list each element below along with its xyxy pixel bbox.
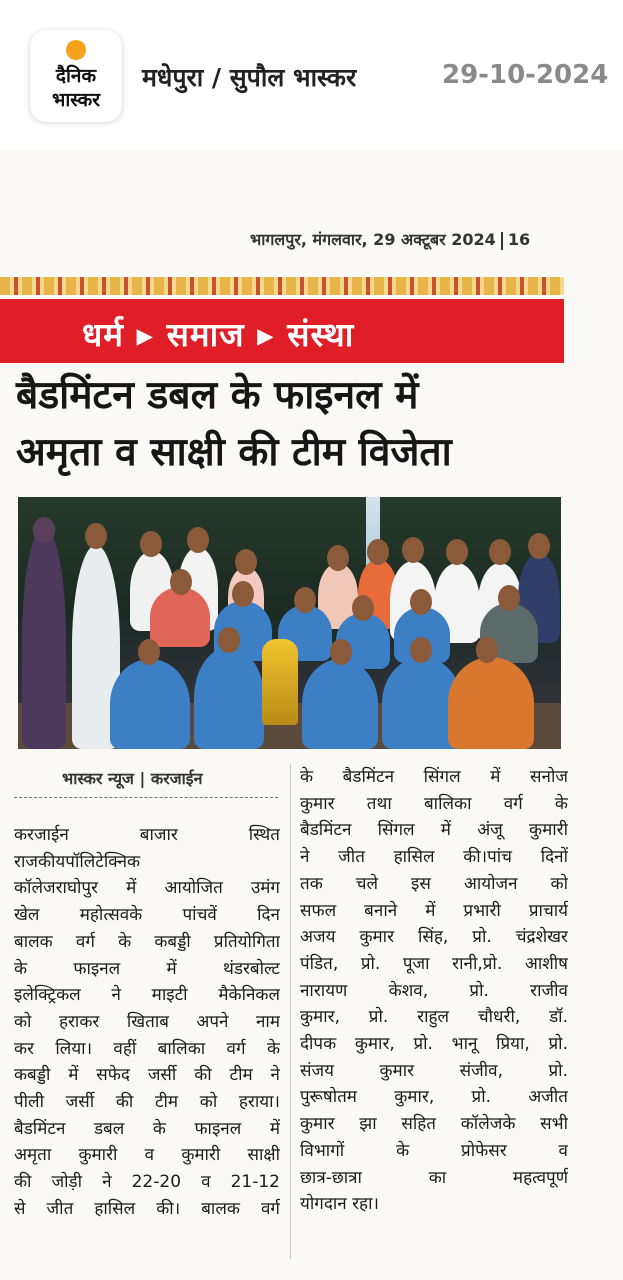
body-line: सफल बनाने में प्रभारी प्राचार्य [300,900,568,921]
body-line: से जीत हासिल की। बालक वर्ग [14,1198,280,1219]
column-divider [290,764,291,1259]
dainik-bhaskar-logo[interactable] [30,30,122,122]
person-head [294,587,316,613]
person-standing [22,527,66,749]
body-line: पीली जर्सी की टीम को हराया। [14,1092,280,1113]
body-line: नारायण केशव, प्रो. राजीव [300,980,568,1001]
body-line: कुमार, प्रो. राहुल चौधरी, डॉ. [300,1007,568,1028]
body-line: करजाईन बाजार स्थित [14,825,280,845]
body-line: कर लिया। वहीं बालिका वर्ग के [14,1038,280,1059]
headline-line-1: बैडमिंटन डबल के फाइनल में [16,373,419,418]
person-head [352,595,374,621]
body-line: इलेक्ट्रिकल ने माइटी मैकेनिकल [14,985,280,1006]
body-line: दीपक कुमार, प्रो. भानू प्रिया, प्रो. [300,1034,568,1055]
page-dateline [250,228,530,250]
person-head [170,569,192,595]
body-line: कुमार झा सहित कॉलेजके सभी [300,1114,568,1135]
player-front [110,659,190,749]
person-head [528,533,550,559]
body-line: छात्र-छात्रा का महत्वपूर्ण [300,1167,568,1188]
person-head [218,627,240,653]
person-head [402,537,424,563]
article-column-left [14,822,280,1223]
player-front [448,657,534,749]
body-line: कुमार तथा बालिका वर्ग के [300,793,568,814]
sun-icon [66,40,86,60]
person-head [327,545,349,571]
dateline-text: भागलपुर, मंगलवार, 29 अक्टूबर 2024 [250,230,496,249]
app-header [0,0,623,150]
article-column-right [300,764,568,1218]
person-head [187,527,209,553]
body-line: पंडित, प्रो. पूजा रानी,प्रो. आशीष [300,953,568,974]
section-kicker: धर्म ▸ समाज ▸ संस्था [82,315,355,354]
player-front [302,659,378,749]
body-line: ने जीत हासिल की।पांच दिनों [300,847,568,868]
body-line: राजकीयपॉलिटेक्निक [14,851,141,872]
person-head [498,585,520,611]
person-head [235,549,257,575]
body-line: की जोड़ी ने 22-20 व 21-12 [14,1172,280,1193]
trophy-icon [262,639,298,725]
body-line: बैडमिंटन सिंगल में अंजू कुमारी [300,820,568,841]
player-front [194,647,264,749]
person-head [446,539,468,565]
dateline-divider [501,232,503,250]
body-line: पुरूषोतम कुमार, प्रो. अजीत [300,1087,568,1108]
section-banner [0,299,564,363]
body-line: बैडमिंटन डबल के फाइनल में [14,1118,280,1139]
person-head [232,581,254,607]
body-line: कबड्डी में सफेद जर्सी की टीम ने [14,1065,280,1086]
body-line: खेल महोत्सवके पांचवें दिन [14,905,280,926]
body-line: बालक वर्ग के कबड्डी प्रतियोगिता [14,931,280,952]
body-line: के बैडमिंटन सिंगल में सनोज [300,767,568,787]
person-head [410,589,432,615]
team-photo [18,497,561,749]
person-head [33,517,55,543]
person-head [138,639,160,665]
person-head [330,639,352,665]
body-line: के फाइनल में थंडरबोल्ट [14,958,280,979]
body-line: तक चले इस आयोजन को [300,873,568,894]
player-middle [150,587,210,647]
page-number: 16 [507,230,531,249]
person-head [489,539,511,565]
decorative-stripe [0,277,564,295]
body-line: संजय कुमार संजीव, प्रो. [300,1060,568,1081]
headline-line-2: अमृता व साक्षी की टीम विजेता [16,430,452,475]
section-band [0,277,564,363]
edition-date: 29-10-2024 [442,60,609,90]
body-line: कॉलेजराघोपुर में आयोजित उमंग [14,878,280,899]
newspaper-clipping [0,150,623,1280]
logo-text-line2: भास्कर [51,89,101,111]
article-byline: भास्कर न्यूज | करजाईन [62,769,203,788]
body-line: विभागों के प्रोफेसर व [300,1140,568,1161]
body-line: को हराकर खिताब अपने नाम [14,1011,280,1032]
logo-text-line1: दैनिक [55,65,97,87]
byline-divider [14,797,278,798]
person-head [367,539,389,565]
body-line: योगदान रहा। [300,1194,379,1215]
person-head [140,531,162,557]
person-head [476,637,498,663]
article-headline [16,367,556,481]
edition-title: मधेपुरा / सुपौल भास्कर [142,63,357,92]
body-line: अजय कुमार सिंह, प्रो. चंद्रशेखर [300,927,568,948]
person-head [410,637,432,663]
body-line: अमृता कुमारी व कुमारी साक्षी [14,1145,280,1166]
person-head [85,523,107,549]
